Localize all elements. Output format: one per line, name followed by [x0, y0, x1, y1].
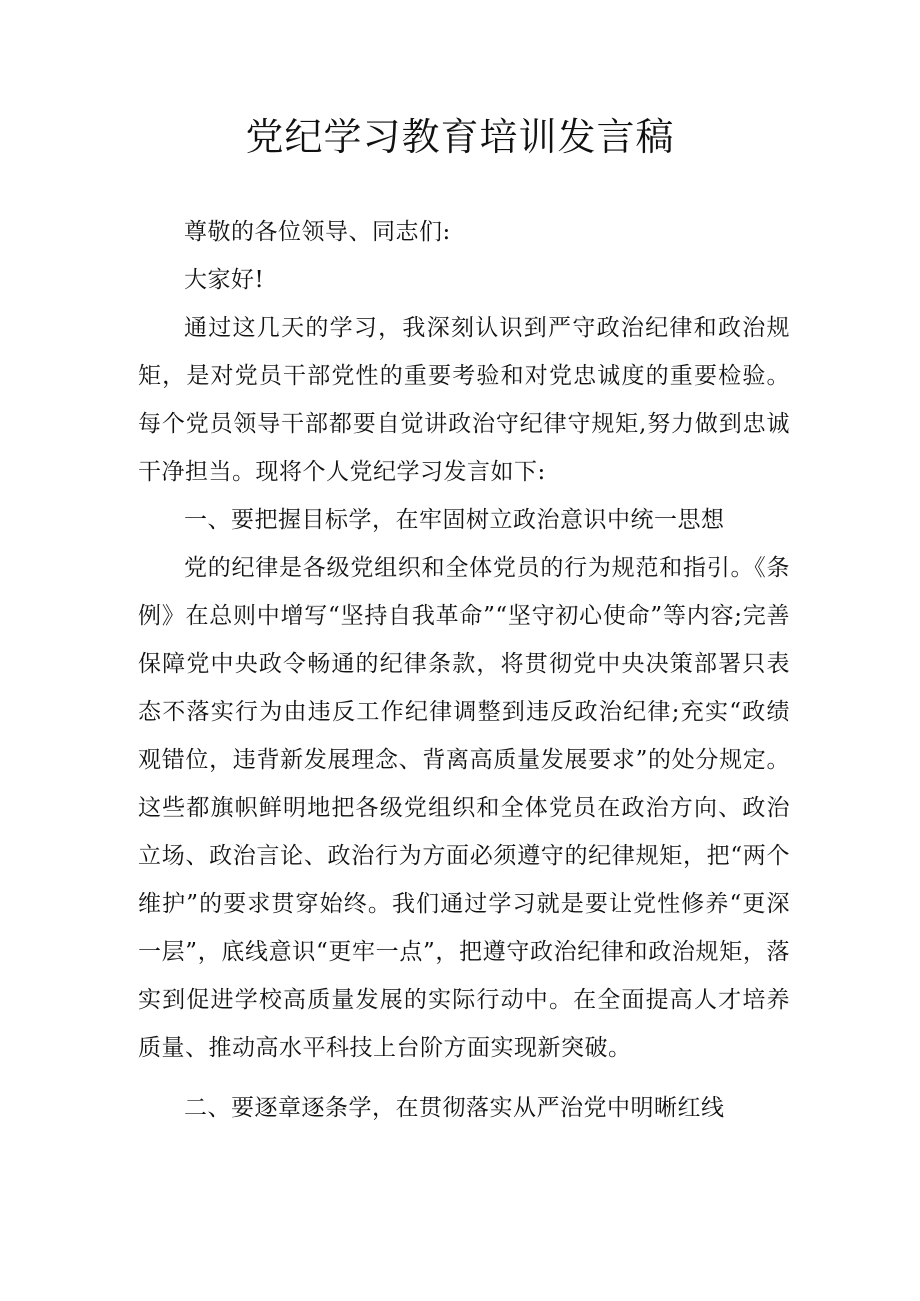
- section-heading-1: 一、要把握目标学，在牢固树立政治意识中统一思想: [184, 507, 725, 533]
- section-heading-2: 二、要逐章逐条学，在贯彻落实从严治党中明晰红线: [184, 1095, 725, 1121]
- salutation: 尊敬的各位领导、同志们:: [184, 219, 451, 245]
- intro-paragraph: 通过这几天的学习，我深刻认识到严守政治纪律和政治规矩，是对党员干部党性的重要考验和对党忠诚度的重要检验。每个党员领导干部都要自觉讲政治守纪律守规矩,努力做到忠诚干净担当。现将个人党纪学习发言如下:: [138, 315, 790, 485]
- document-title: 党纪学习教育培训发言稿: [245, 115, 675, 159]
- document-body: [138, 208, 790, 1132]
- greeting: 大家好!: [184, 267, 265, 293]
- section-1-paragraph: 党的纪律是各级党组织和全体党员的行为规范和指引。《条例》在总则中增写“坚持自我革命”“坚守初心使命”等内容;完善保障党中央政令畅通的纪律条款，将贯彻党中央决策部署只表态不落实行为由违反工作纪律调整到违反政治纪律;充实“政绩观错位，违背新发展理念、背离高质量发展要求”的处分规定。这些都旗帜鲜明地把各级党组织和全体党员在政治方向、政治立场、政治言论、政治行为方面必须遵守的纪律规矩，把“两个维护”的要求贯穿始终。我们通过学习就是要让党性修养“更深一层”，底线意识“更牢一点”，把遵守政治纪律和政治规矩，落实到促进学校高质量发展的实际行动中。在全面提高人才培养质量、推动高水平科技上台阶方面实现新突破。: [138, 555, 790, 1061]
